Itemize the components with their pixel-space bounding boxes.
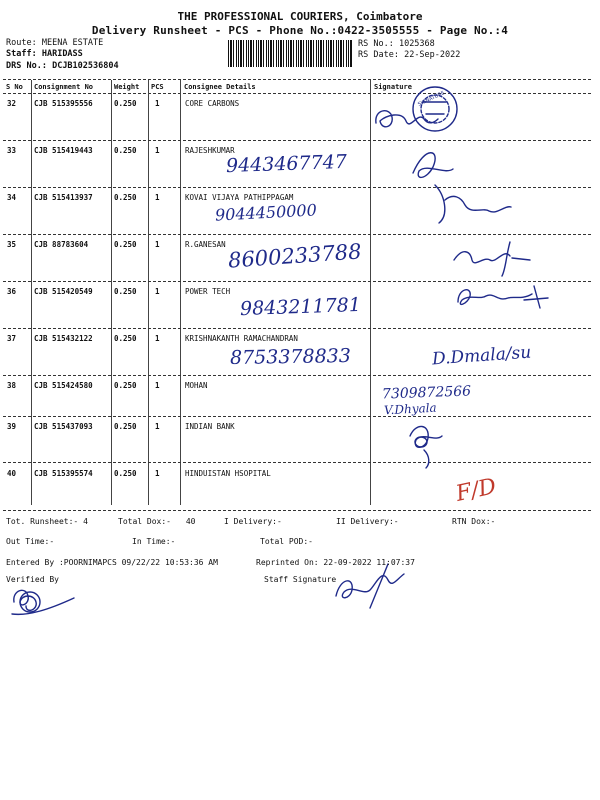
i-delivery: I Delivery:- <box>224 517 282 526</box>
row-sno: 37 <box>7 334 17 343</box>
handwritten-recipient: D.Dmala/su <box>431 342 532 370</box>
row-weight: 0.250 <box>114 469 137 478</box>
rs-no-line <box>358 39 435 49</box>
col-weight: Weight <box>114 83 140 91</box>
handwritten-phone: 9843211781 <box>239 293 362 321</box>
row-pcs: 1 <box>155 240 160 249</box>
col-consignment: Consignment No <box>34 83 94 91</box>
row-consignment: CJB 515419443 <box>34 146 93 155</box>
row-consignee: R.GANESAN <box>185 240 226 249</box>
table-bottom-rule <box>3 510 591 511</box>
row-divider <box>3 375 591 376</box>
row-pcs: 1 <box>155 381 160 390</box>
row-weight: 0.250 <box>114 240 137 249</box>
row-sno: 39 <box>7 422 17 431</box>
table-top-rule <box>3 79 591 80</box>
row-consignment: CJB 88783604 <box>34 240 89 249</box>
row-consignment: CJB 515420549 <box>34 287 93 296</box>
table-header-rule <box>3 93 591 94</box>
row-consignment: CJB 515395574 <box>34 469 93 478</box>
rs-date-label: RS Date: <box>358 50 399 60</box>
verified-signature-scribble <box>8 584 78 620</box>
row-pcs: 1 <box>155 146 160 155</box>
col-divider <box>148 80 149 505</box>
signature-scribble <box>450 238 535 278</box>
barcode <box>228 40 352 67</box>
row-consignee: RAJESHKUMAR <box>185 146 235 155</box>
row-pcs: 1 <box>155 99 160 108</box>
row-weight: 0.250 <box>114 287 137 296</box>
total-dox <box>118 517 195 526</box>
handwritten-phone: 7309872566 <box>381 383 472 403</box>
row-sno: 35 <box>7 240 17 249</box>
row-consignment: CJB 515424580 <box>34 381 93 390</box>
handwritten-phone: 9044450000 <box>214 200 318 225</box>
row-divider <box>3 416 591 417</box>
route-line <box>6 38 103 48</box>
verified-by: Verified By <box>6 575 59 584</box>
row-pcs: 1 <box>155 287 160 296</box>
row-sno: 38 <box>7 381 17 390</box>
row-sno: 40 <box>7 469 17 478</box>
route-value: MEENA ESTATE <box>41 38 104 48</box>
row-pcs: 1 <box>155 193 160 202</box>
row-sno: 33 <box>7 146 17 155</box>
total-runsheet <box>6 517 88 526</box>
row-pcs: 1 <box>155 334 160 343</box>
signature-scribble <box>452 282 552 312</box>
entered-by: Entered By :POORNIMAPCS 09/22/22 10:53:36 AM <box>6 558 218 567</box>
col-sno: S No <box>6 83 23 91</box>
row-weight: 0.250 <box>114 146 137 155</box>
col-divider <box>31 80 32 505</box>
row-weight: 0.250 <box>114 99 137 108</box>
row-weight: 0.250 <box>114 422 137 431</box>
rs-date-line <box>358 50 460 60</box>
row-pcs: 1 <box>155 422 160 431</box>
signature-scribble <box>405 145 515 235</box>
tot-runsheet-value: 4 <box>83 517 88 526</box>
route-label: Route: <box>6 38 37 48</box>
row-consignment: CJB 515437093 <box>34 422 93 431</box>
row-consignment: CJB 515432122 <box>34 334 93 343</box>
row-consignment: CJB 515413937 <box>34 193 93 202</box>
staff-value: HARIDASS <box>41 49 83 59</box>
col-divider <box>180 80 181 505</box>
row-consignee: KOVAI VIJAYA PATHIPPAGAM <box>185 193 294 202</box>
row-consignee: KRISHNAKANTH RAMACHANDRAN <box>185 334 298 343</box>
col-divider <box>370 80 371 505</box>
signature-scribble <box>400 420 460 470</box>
row-divider <box>3 462 591 463</box>
handwritten-phone: 9443467747 <box>225 150 348 178</box>
row-weight: 0.250 <box>114 193 137 202</box>
row-consignee: CORE CARBONS <box>185 99 240 108</box>
out-time: Out Time:- <box>6 537 55 546</box>
row-consignee: INDIAN BANK <box>185 422 235 431</box>
handwritten-phone: 8753378833 <box>229 344 352 370</box>
rs-date-value: 22-Sep-2022 <box>404 50 461 60</box>
col-divider <box>111 80 112 505</box>
row-pcs: 1 <box>155 469 160 478</box>
rtn-dox: RTN Dox:- <box>452 517 496 526</box>
rs-no-label: RS No.: <box>358 39 394 49</box>
handwritten-phone: 8600233788 <box>227 239 363 273</box>
in-time: In Time:- <box>132 537 176 546</box>
row-consignee: HINDUISTAN HSOPITAL <box>185 469 271 478</box>
col-consignee: Consignee Details <box>184 83 256 91</box>
row-sno: 36 <box>7 287 17 296</box>
drs-label: DRS No.: <box>6 61 47 71</box>
staff-signature-scribble <box>330 560 410 610</box>
row-weight: 0.250 <box>114 334 137 343</box>
total-pod: Total POD:- <box>260 537 313 546</box>
handwritten-mark: F/D <box>453 474 499 507</box>
total-dox-value: 40 <box>185 517 196 526</box>
drs-line <box>6 61 119 71</box>
total-dox-label: Total Dox:- <box>118 517 171 526</box>
row-sno: 34 <box>7 193 17 202</box>
row-weight: 0.250 <box>114 381 137 390</box>
staff-label: Staff: <box>6 49 37 59</box>
handwritten-recipient: V.Dhyala <box>383 400 438 418</box>
row-sno: 32 <box>7 99 17 108</box>
runsheet-subtitle: Delivery Runsheet - PCS - Phone No.:0422-3505555 - Page No.:4 <box>91 24 509 37</box>
col-signature: Signature <box>374 83 412 91</box>
row-divider <box>3 140 591 141</box>
row-consignee: POWER TECH <box>185 287 231 296</box>
row-consignee: MOHAN <box>185 381 208 390</box>
staff-signature: Staff Signature <box>264 575 337 584</box>
staff-line <box>6 49 83 59</box>
tot-runsheet-label: Tot. Runsheet:- <box>6 517 79 526</box>
ii-delivery: II Delivery:- <box>336 517 399 526</box>
signature-scribble <box>372 105 442 135</box>
company-title: THE PROFESSIONAL COURIERS, Coimbatore <box>177 10 423 23</box>
row-consignment: CJB 515395556 <box>34 99 93 108</box>
drs-value: DCJB102536804 <box>52 61 119 71</box>
rs-no-value: 1025368 <box>398 39 435 49</box>
stamp-text: SIGNATURE <box>417 90 446 108</box>
row-divider <box>3 328 591 329</box>
col-pcs: PCS <box>151 83 164 91</box>
reprinted-on: Reprinted On: 22-09-2022 11:07:37 <box>256 558 415 567</box>
